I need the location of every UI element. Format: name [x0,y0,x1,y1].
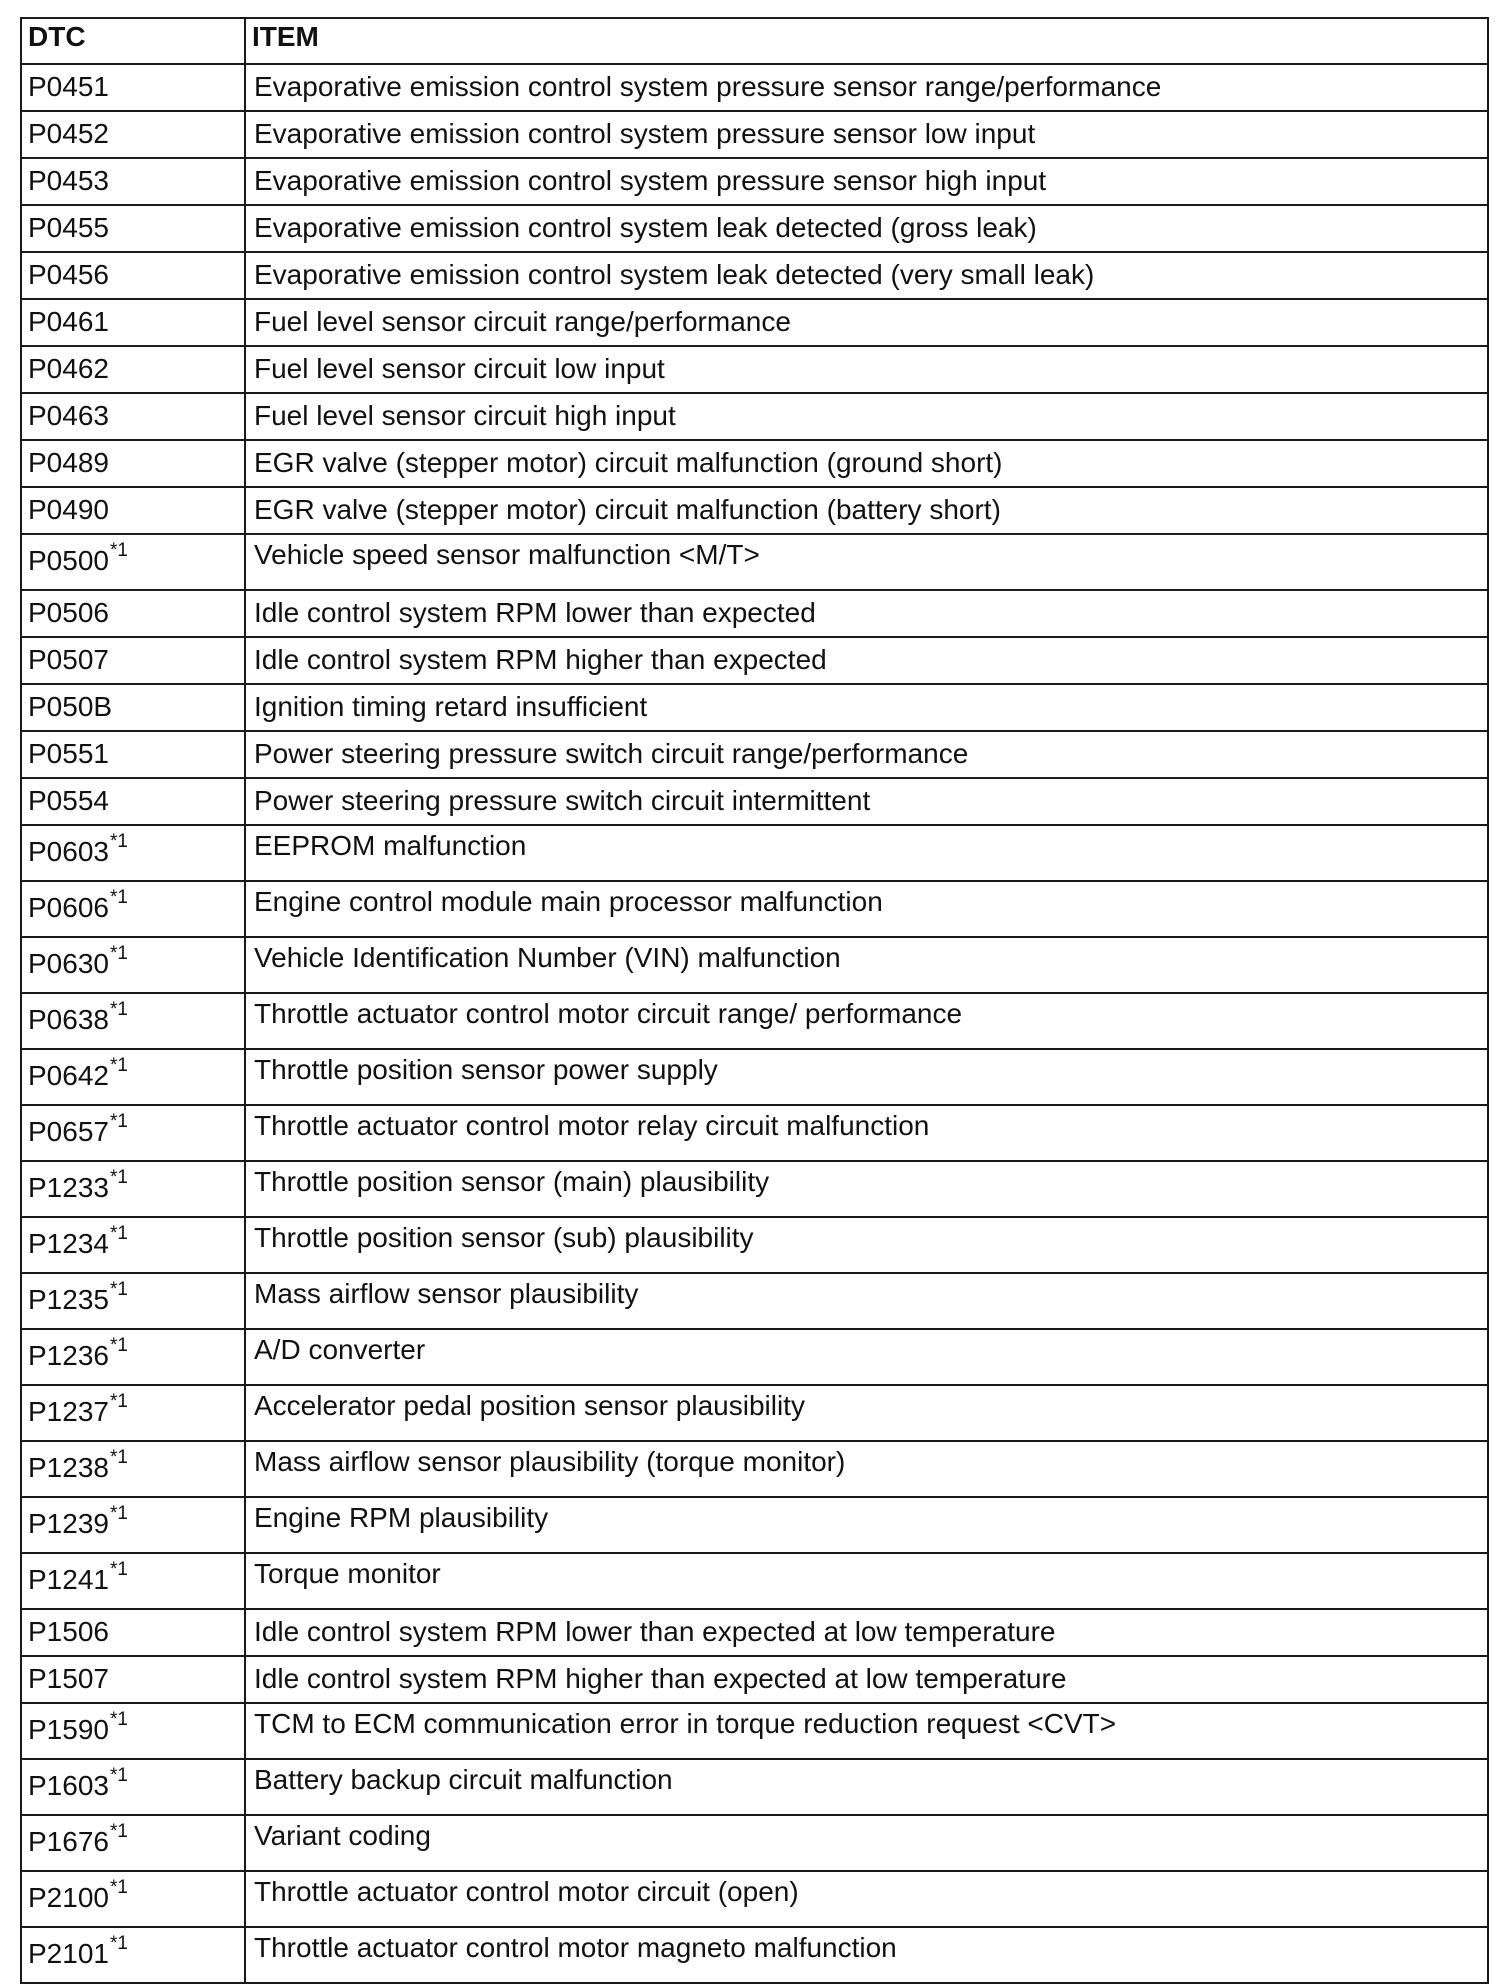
table-row [21,637,1488,684]
dtc-code-cell [21,731,245,778]
dtc-code-cell [21,937,245,993]
dtc-item-description: Throttle position sensor (sub) plausibility [245,1217,1488,1273]
dtc-item-description: Evaporative emission control system leak detected (very small leak) [245,252,1488,299]
dtc-code: P0456 [28,259,109,290]
table-row [21,1049,1488,1105]
dtc-code: P1239 [28,1508,109,1539]
table-row [21,534,1488,590]
dtc-code-cell [21,993,245,1049]
dtc-code: P1235 [28,1284,109,1315]
dtc-item-description: Idle control system RPM lower than expected [245,590,1488,637]
dtc-code: P0630 [28,948,109,979]
footnote-marker: *1 [109,1055,128,1076]
table-row [21,1497,1488,1553]
dtc-item-description: Throttle actuator control motor magneto malfunction [245,1927,1488,1983]
dtc-code: P0461 [28,306,109,337]
dtc-item-description: Evaporative emission control system pressure sensor high input [245,158,1488,205]
dtc-code-cell [21,590,245,637]
dtc-code-cell [21,299,245,346]
dtc-code-cell [21,346,245,393]
table-row [21,1385,1488,1441]
dtc-item-description: EEPROM malfunction [245,825,1488,881]
dtc-code-cell [21,1815,245,1871]
dtc-code-cell [21,487,245,534]
dtc-item-description: Idle control system RPM higher than expected [245,637,1488,684]
dtc-code-cell [21,111,245,158]
dtc-code: P2101 [28,1938,109,1969]
footnote-marker: *1 [109,831,128,852]
footnote-marker: *1 [109,1559,128,1580]
table-row [21,393,1488,440]
dtc-item-description: TCM to ECM communication error in torque reduction request <CVT> [245,1703,1488,1759]
dtc-code: P0638 [28,1004,109,1035]
dtc-code: P050B [28,691,113,722]
footnote-marker: *1 [109,1821,128,1842]
footnote-marker: *1 [109,1335,128,1356]
dtc-code-cell [21,1553,245,1609]
dtc-code-cell [21,1441,245,1497]
table-row [21,590,1488,637]
dtc-code-cell [21,1927,245,1983]
dtc-code: P1238 [28,1452,109,1483]
dtc-code-cell [21,534,245,590]
table-row [21,205,1488,252]
table-row [21,1927,1488,1983]
dtc-code-cell [21,1385,245,1441]
dtc-item-description: Idle control system RPM lower than expected at low temperature [245,1609,1488,1656]
dtc-code: P1590 [28,1714,109,1745]
footnote-marker: *1 [109,1877,128,1898]
footnote-marker: *1 [109,1391,128,1412]
dtc-code-cell [21,1273,245,1329]
footnote-marker: *1 [109,1765,128,1786]
item-column-header: ITEM [245,18,1488,64]
table-row [21,1759,1488,1815]
dtc-code: P0554 [28,785,109,816]
table-row [21,778,1488,825]
dtc-code: P0657 [28,1116,109,1147]
table-row [21,111,1488,158]
dtc-item-description: A/D converter [245,1329,1488,1385]
dtc-code-cell [21,1497,245,1553]
dtc-item-description: Accelerator pedal position sensor plausibility [245,1385,1488,1441]
table-header-row [21,18,1488,64]
dtc-item-description: Throttle position sensor power supply [245,1049,1488,1105]
table-row [21,1609,1488,1656]
table-row [21,993,1488,1049]
dtc-code: P1603 [28,1770,109,1801]
table-row [21,346,1488,393]
dtc-code: P1506 [28,1616,109,1647]
footnote-marker: *1 [109,1503,128,1524]
dtc-code-cell [21,1105,245,1161]
table-row [21,252,1488,299]
dtc-item-description: Engine RPM plausibility [245,1497,1488,1553]
footnote-marker: *1 [109,1279,128,1300]
dtc-item-description: Vehicle speed sensor malfunction <M/T> [245,534,1488,590]
dtc-code: P0603 [28,836,109,867]
dtc-code: P1234 [28,1228,109,1259]
dtc-code: P0551 [28,738,109,769]
dtc-code: P1237 [28,1396,109,1427]
dtc-code: P0451 [28,71,109,102]
dtc-column-header: DTC [21,18,245,64]
table-row [21,1441,1488,1497]
table-row [21,1553,1488,1609]
footnote-marker: *1 [109,1167,128,1188]
dtc-code: P1241 [28,1564,109,1595]
dtc-code: P1233 [28,1172,109,1203]
table-row [21,937,1488,993]
dtc-item-description: Engine control module main processor malfunction [245,881,1488,937]
dtc-code-cell [21,1217,245,1273]
dtc-code: P0490 [28,494,109,525]
dtc-code: P2100 [28,1882,109,1913]
dtc-code-cell [21,778,245,825]
table-row [21,1815,1488,1871]
dtc-item-description: Throttle actuator control motor relay circuit malfunction [245,1105,1488,1161]
dtc-item-description: Throttle actuator control motor circuit range/ performance [245,993,1488,1049]
dtc-item-description: Throttle actuator control motor circuit (open) [245,1871,1488,1927]
table-row [21,1329,1488,1385]
footnote-marker: *1 [109,887,128,908]
footnote-marker: *1 [109,540,128,561]
table-row [21,1105,1488,1161]
table-row [21,1656,1488,1703]
dtc-code-cell [21,393,245,440]
dtc-code-cell [21,1656,245,1703]
dtc-code-cell [21,637,245,684]
dtc-item-description: Throttle position sensor (main) plausibility [245,1161,1488,1217]
dtc-code: P0453 [28,165,109,196]
dtc-code-cell [21,684,245,731]
dtc-item-description: Torque monitor [245,1553,1488,1609]
dtc-item-description: Mass airflow sensor plausibility (torque monitor) [245,1441,1488,1497]
footnote-marker: *1 [109,1447,128,1468]
footnote-marker: *1 [109,1709,128,1730]
dtc-code: P0452 [28,118,109,149]
footnote-marker: *1 [109,1933,128,1954]
dtc-item-description: EGR valve (stepper motor) circuit malfunction (battery short) [245,487,1488,534]
dtc-code-cell [21,1161,245,1217]
table-row [21,1871,1488,1927]
table-row [21,1217,1488,1273]
dtc-code: P0507 [28,644,109,675]
footnote-marker: *1 [109,999,128,1020]
table-row [21,731,1488,778]
dtc-code: P0463 [28,400,109,431]
dtc-code-cell [21,1759,245,1815]
dtc-code-cell [21,1049,245,1105]
dtc-code-cell [21,825,245,881]
dtc-item-description: Evaporative emission control system pressure sensor range/performance [245,64,1488,111]
table-row [21,440,1488,487]
dtc-code: P0500 [28,545,109,576]
dtc-code: P0462 [28,353,109,384]
dtc-code: P0506 [28,597,109,628]
table-row [21,1161,1488,1217]
dtc-item-description: Evaporative emission control system pressure sensor low input [245,111,1488,158]
dtc-table-body [21,64,1488,1983]
table-row [21,881,1488,937]
table-row [21,64,1488,111]
dtc-code-cell [21,881,245,937]
dtc-item-description: Evaporative emission control system leak detected (gross leak) [245,205,1488,252]
table-row [21,684,1488,731]
dtc-item-description: Vehicle Identification Number (VIN) malfunction [245,937,1488,993]
dtc-item-description: Fuel level sensor circuit high input [245,393,1488,440]
dtc-code-cell [21,1609,245,1656]
table-row [21,1273,1488,1329]
dtc-item-description: Fuel level sensor circuit low input [245,346,1488,393]
table-row [21,158,1488,205]
dtc-item-description: Fuel level sensor circuit range/performance [245,299,1488,346]
dtc-item-description: Variant coding [245,1815,1488,1871]
dtc-item-description: Battery backup circuit malfunction [245,1759,1488,1815]
dtc-code-cell [21,1703,245,1759]
footnote-marker: *1 [109,1111,128,1132]
dtc-code: P0606 [28,892,109,923]
dtc-code: P0455 [28,212,109,243]
dtc-code: P0489 [28,447,109,478]
dtc-code-cell [21,205,245,252]
dtc-code-cell [21,64,245,111]
dtc-code: P0642 [28,1060,109,1091]
dtc-item-description: Idle control system RPM higher than expected at low temperature [245,1656,1488,1703]
footnote-marker: *1 [109,1223,128,1244]
table-row [21,825,1488,881]
dtc-item-description: Power steering pressure switch circuit intermittent [245,778,1488,825]
dtc-item-description: EGR valve (stepper motor) circuit malfunction (ground short) [245,440,1488,487]
dtc-code-cell [21,440,245,487]
table-row [21,299,1488,346]
dtc-item-description: Power steering pressure switch circuit range/performance [245,731,1488,778]
dtc-item-description: Mass airflow sensor plausibility [245,1273,1488,1329]
table-row [21,487,1488,534]
dtc-code: P1507 [28,1663,109,1694]
table-row [21,1703,1488,1759]
dtc-code: P1236 [28,1340,109,1371]
dtc-code-cell [21,158,245,205]
dtc-code-cell [21,1871,245,1927]
dtc-code-cell [21,252,245,299]
footnote-marker: *1 [109,943,128,964]
dtc-code: P1676 [28,1826,109,1857]
dtc-table [20,17,1489,1984]
dtc-code-cell [21,1329,245,1385]
dtc-item-description: Ignition timing retard insufficient [245,684,1488,731]
